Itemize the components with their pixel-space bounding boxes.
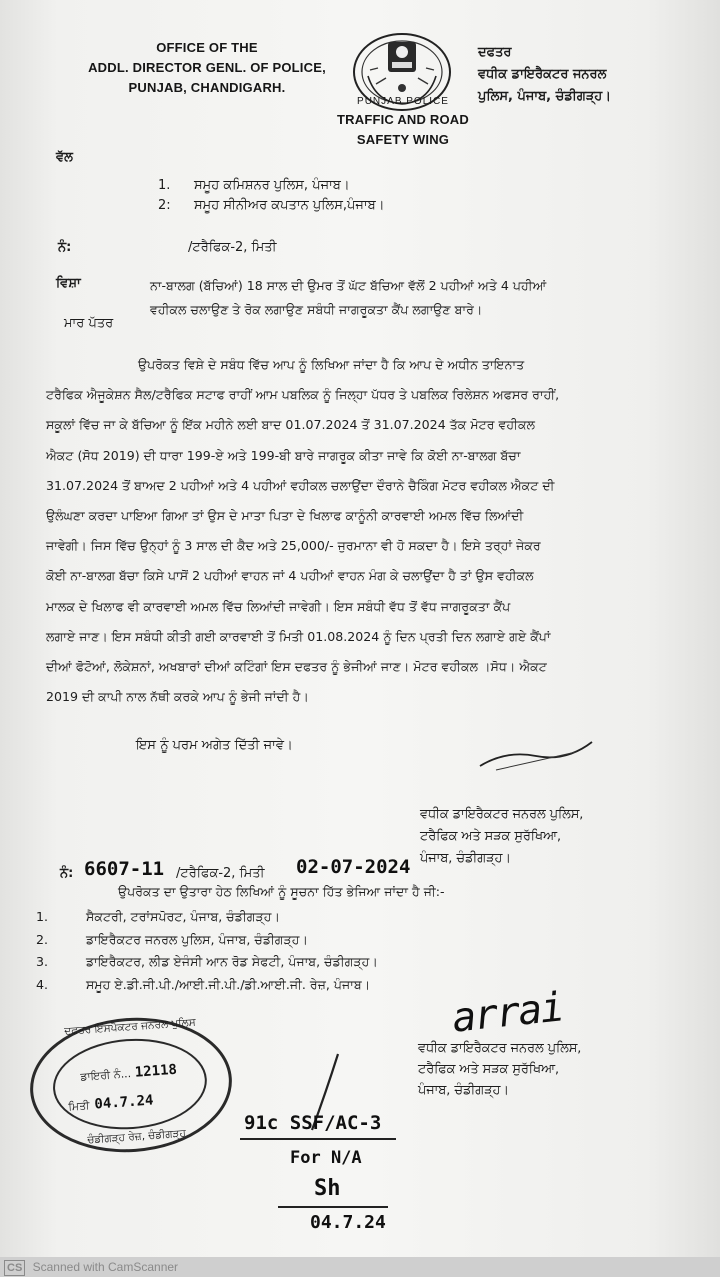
subject-line: ਨਾ-ਬਾਲਗ (ਬੱਚਿਆਂ) 18 ਸਾਲ ਦੀ ਉਮਰ ਤੋਂ ਘੱਟ ਬੱਚਿਆ ਵੱਲੋਂ 2 ਪਹੀਆਂ ਅਤੇ 4 ਪਹੀਆਂ	[150, 278, 547, 293]
body-line: 31.07.2024 ਤੋਂ ਬਾਅਦ 2 ਪਹੀਆਂ ਅਤੇ 4 ਪਹੀਆਂ ਵਹੀਕਲ ਚਲਾਉਂਦਾ ਦੌਰਾਨੇ ਚੈਕਿੰਗ ਮੋਟਰ ਵਹੀਕਲ ਐਕਟ ਦੀ	[46, 477, 555, 493]
office-header-left	[72, 38, 342, 98]
office-header-right	[478, 42, 611, 108]
wing-line: TRAFFIC AND ROAD	[337, 112, 469, 127]
handnote-line: 91c SSF/AC-3	[244, 1112, 382, 1134]
body-line: ਕੋਈ ਨਾ-ਬਾਲਗ ਬੱਚਾ ਕਿਸੇ ਪਾਸੋਂ 2 ਪਹੀਆਂ ਵਾਹਨ ਜਾਂ 4 ਪਹੀਆਂ ਵਾਹਨ ਮੰਗ ਕੇ ਚਲਾਉਂਦਾ ਹੈ ਤਾਂ ਉਸ ਵਹੀਕਲ	[46, 568, 534, 584]
addressee-text: ਸਮੂਹ ਕਮਿਸ਼ਨਰ ਪੁਲਿਸ, ਪੰਜਾਬ।	[194, 178, 350, 193]
signatory-line: ਵਧੀਕ ਡਾਇਰੈਕਟਰ ਜਨਰਲ ਪੁਲਿਸ,	[418, 1041, 582, 1056]
copy-to-text: ਸਮੂਹ ਏ.ਡੀ.ਜੀ.ਪੀ./ਆਈ.ਜੀ.ਪੀ./ਡੀ.ਆਈ.ਜੀ. ਰੇਜ਼, ਪੰਜਾਬ।	[86, 976, 371, 992]
handnote-line: Sh	[314, 1176, 341, 1201]
endorsement-number: 6607-11	[84, 858, 165, 880]
handnote-line: 04.7.24	[310, 1212, 386, 1233]
closing-line: ਇਸ ਨੂੰ ਪਰਮ ਅਗੇਤ ਦਿੱਤੀ ਜਾਵੇ।	[136, 738, 293, 753]
wing-line: SAFETY WING	[356, 132, 450, 147]
copy-to-item	[36, 974, 378, 997]
addressee-item	[158, 196, 384, 216]
copy-to-item	[36, 951, 378, 974]
endorsement-date: 02-07-2024	[296, 856, 411, 878]
office-line-pa: ਪੁਲਿਸ, ਪੰਜਾਬ, ਚੰਡੀਗੜ੍ਹ।	[478, 89, 612, 104]
body-line: ਉਲੰਘਣਾ ਕਰਦਾ ਪਾਇਆ ਗਿਆ ਤਾਂ ਉਸ ਦੇ ਮਾਤਾ ਪਿਤਾ ਦੇ ਖਿਲਾਫ ਕਾਨੂੰਨੀ ਕਾਰਵਾਈ ਅਮਲ ਵਿੱਚ ਲਿਆਂਦੀ	[46, 508, 524, 524]
signatory-line: ਪੰਜਾਬ, ਚੰਡੀਗੜ੍ਹ।	[418, 1083, 509, 1098]
copy-to-text: ਡਾਇਰੈਕਟਰ, ਲੀਡ ਏਜੰਸੀ ਆਨ ਰੋਡ ਸੇਫਟੀ, ਪੰਜਾਬ, ਚੰਡੀਗੜ੍ਹ।	[86, 954, 378, 969]
copy-to-item	[36, 906, 378, 929]
scanner-footer	[0, 1257, 720, 1277]
stamp-receipt-label: ਡਾਇਰੀ ਨੰ...	[79, 1066, 132, 1084]
body-line: 2019 ਦੀ ਕਾਪੀ ਨਾਲ ਨੱਥੀ ਕਰਕੇ ਆਪ ਨੂੰ ਭੇਜੀ ਜਾਂਦੀ ਹੈ।	[46, 689, 309, 705]
addressee-num: 1.	[158, 178, 171, 193]
body-line: ਮਾਲਕ ਦੇ ਖਿਲਾਫ ਵੀ ਕਾਰਵਾਈ ਅਮਲ ਵਿੱਚ ਲਿਆਂਦੀ ਜਾਵੇਗੀ। ਇਸ ਸਬੰਧੀ ਵੱਧ ਤੋਂ ਵੱਧ ਜਾਗਰੂਕਤਾ ਕੈਂਪ	[46, 598, 511, 614]
handnote-line: For N/A	[290, 1148, 362, 1168]
subject-label: ਵਿਸ਼ਾ	[56, 276, 81, 291]
office-line-pa: ਵਧੀਕ ਡਾਇਰੈਕਟਰ ਜਨਰਲ	[478, 67, 607, 82]
scanner-watermark-text: Scanned with CamScanner	[32, 1260, 179, 1274]
addressee-list	[158, 176, 384, 216]
copy-to-text: ਡਾਇਰੈਕਟਰ ਜਨਰਲ ਪੁਲਿਸ, ਪੰਜਾਬ, ਚੰਡੀਗੜ੍ਹ।	[86, 931, 309, 947]
signatory-line: ਪੰਜਾਬ, ਚੰਡੀਗੜ੍ਹ।	[420, 851, 511, 866]
body-line: ਲਗਾਏ ਜਾਣ। ਇਸ ਸਬੰਧੀ ਕੀਤੀ ਗਈ ਕਾਰਵਾਈ ਤੋਂ ਮਿਤੀ 01.08.2024 ਨੂੰ ਦਿਨ ਪ੍ਰਤੀ ਦਿਨ ਲਗਾਏ ਗਏ ਕੈਂਪਾਂ	[46, 628, 551, 644]
copy-to-list	[36, 906, 378, 996]
signatory-line: ਟਰੈਫਿਕ ਅਤੇ ਸੜਕ ਸੁਰੱਖਿਆ,	[420, 829, 562, 844]
stamp-date-value: 04.7.24	[93, 1092, 154, 1113]
subject-text	[150, 274, 690, 322]
handnote-divider	[240, 1138, 396, 1140]
emblem-caption: PUNJAB POLICE	[357, 96, 449, 107]
signatory-block	[420, 804, 583, 870]
addressee-text: ਸਮੂਹ ਸੀਨੀਅਰ ਕਪਤਾਨ ਪੁਲਿਸ,ਪੰਜਾਬ।	[194, 198, 385, 213]
body-line: ਉਪਰੋਕਤ ਵਿਸ਼ੇ ਦੇ ਸਬੰਧ ਵਿੱਚ ਆਪ ਨੂੰ ਲਿਖਿਆ ਜਾਂਦਾ ਹੈ ਕਿ ਆਪ ਦੇ ਅਧੀਨ ਤਾਇਨਾਤ	[138, 357, 525, 372]
addressee-num: 2:	[158, 198, 171, 213]
signatory-line: ਟਰੈਫਿਕ ਅਤੇ ਸੜਕ ਸੁਰੱਖਿਆ,	[418, 1062, 560, 1077]
stamp-receipt-no: 12118	[134, 1061, 178, 1081]
receipt-stamp	[26, 1011, 237, 1159]
addressee-label: ਵੱਲ	[56, 150, 73, 165]
handnote-divider	[278, 1206, 388, 1208]
office-line-pa: ਦਫਤਰ	[478, 45, 512, 60]
signatory-block	[418, 1038, 581, 1101]
ref-label: ਨੰ:	[58, 240, 72, 255]
body-line: ਐਕਟ (ਸੋਧ 2019) ਦੀ ਧਾਰਾ 199-ਏ ਅਤੇ 199-ਬੀ ਬਾਰੇ ਜਾਗਰੂਕ ਕੀਤਾ ਜਾਵੇ ਕਿ ਕੋਈ ਨਾ-ਬਾਲਗ ਬੱਚਾ	[46, 447, 521, 463]
copy-to-num: 1.	[36, 909, 49, 924]
body-line: ਜਾਵੇਗੀ। ਜਿਸ ਵਿੱਚ ਉਨ੍ਹਾਂ ਨੂੰ 3 ਸਾਲ ਦੀ ਕੈਦ ਅਤੇ 25,000/- ਜੁਰਮਾਨਾ ਵੀ ਹੋ ਸਕਦਾ ਹੈ। ਇਸੇ ਤਰ੍ਹਾਂ ਜੇਕਰ	[46, 538, 541, 554]
endorsement-label: ਨੰ:	[60, 866, 74, 881]
wing-title	[318, 110, 488, 150]
memo-label: ਮਾਰ ਪੱਤਰ	[64, 316, 114, 331]
endorsement-intro: ਉਪਰੋਕਤ ਦਾ ਉਤਾਰਾ ਹੇਠ ਲਿਖਿਆਂ ਨੂੰ ਸੂਚਨਾ ਹਿੱਤ ਭੇਜਿਆ ਜਾਂਦਾ ਹੈ ਜੀ:-	[118, 884, 445, 899]
body-line: ਟਰੈਫਿਕ ਐਜੂਕੇਸ਼ਨ ਸੈਲ/ਟਰੈਫਿਕ ਸਟਾਫ ਰਾਹੀਂ ਆਮ ਪਬਲਿਕ ਨੂੰ ਜਿਲ੍ਹਾ ਪੱਧਰ ਤੇ ਪਬਲਿਕ ਰਿਲੇਸ਼ਨ ਅਫਸਰ ਰਾਹੀਂ,	[46, 387, 560, 403]
stamp-date-label: ਮਿਤੀ	[67, 1098, 90, 1114]
office-line: ADDL. DIRECTOR GENL. OF POLICE,	[88, 60, 326, 75]
body-line: ਦੀਆਂ ਫੋਟੋਆਂ, ਲੋਕੇਸ਼ਨਾਂ, ਅਖਬਾਰਾਂ ਦੀਆਂ ਕਟਿੰਗਾਂ ਇਸ ਦਫਤਰ ਨੂੰ ਭੇਜੀਆਂ ਜਾਣ। ਮੋਟਰ ਵਹੀਕਲ ।ਸੋਧ। ਐਕਟ	[46, 659, 547, 675]
signature-initials: arrai	[449, 984, 565, 1042]
endorsement-text: /ਟਰੈਫਿਕ-2, ਮਿਤੀ	[176, 866, 265, 881]
copy-to-text: ਸੈਕਟਰੀ, ਟਰਾਂਸਪੋਰਟ, ਪੰਜਾਬ, ਚੰਡੀਗੜ੍ਹ।	[86, 909, 280, 924]
office-line: OFFICE OF THE	[156, 40, 258, 55]
office-line: PUNJAB, CHANDIGARH.	[128, 80, 286, 95]
stamp-ring-bottom: ਚੰਡੀਗੜ੍ਹ ਰੇਜ਼, ਚੰਡੀਗੜ੍ਹ	[86, 1127, 187, 1147]
subject-line: ਵਹੀਕਲ ਚਲਾਉਣ ਤੇ ਰੋਕ ਲਗਾਉਣ ਸਬੰਧੀ ਜਾਗਰੂਕਤਾ ਕੈਂਪ ਲਗਾਉਣ ਬਾਰੇ।	[150, 302, 483, 317]
ref-text: /ਟਰੈਫਿਕ-2, ਮਿਤੀ	[188, 240, 277, 255]
signatory-line: ਵਧੀਕ ਡਾਇਰੈਕਟਰ ਜਨਰਲ ਪੁਲਿਸ,	[420, 807, 584, 822]
copy-to-num: 3.	[36, 954, 49, 969]
addressee-item	[158, 176, 384, 196]
copy-to-item	[36, 929, 378, 952]
copy-to-num: 4.	[36, 976, 49, 992]
signature-scribble-icon	[476, 736, 596, 776]
body-line: ਸਕੂਲਾਂ ਵਿੱਚ ਜਾ ਕੇ ਬੱਚਿਆ ਨੂੰ ਇੱਕ ਮਹੀਨੇ ਲਈ ਬਾਦ 01.07.2024 ਤੋਂ 31.07.2024 ਤੱਕ ਮੋਟਰ ਵਹੀਕਲ	[46, 417, 536, 433]
copy-to-num: 2.	[36, 931, 49, 947]
camscanner-logo-icon: CS	[4, 1260, 25, 1276]
letter-body	[46, 350, 680, 712]
stamp-ring-top: ਦਫਤਰ ਇੰਸਪੈਕਟਰ ਜਨਰਲ ਪੁਲਿਸ	[63, 1016, 197, 1038]
receipt-stamp-inner	[50, 1034, 210, 1135]
